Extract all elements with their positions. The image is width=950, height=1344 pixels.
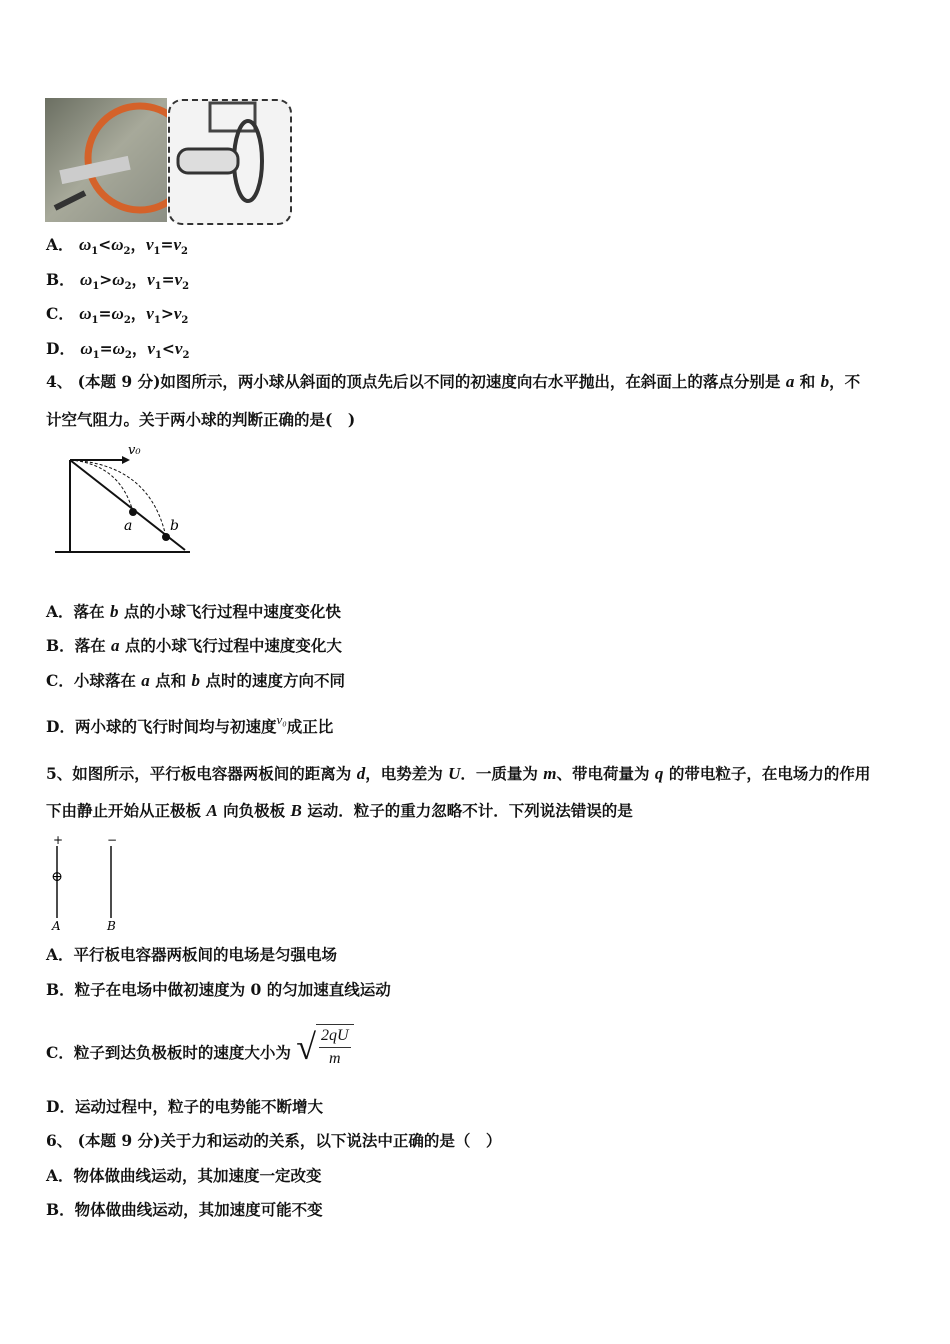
text: 1 [154,281,162,293]
question-4-line-1 [46,372,860,392]
text: v₀ [276,712,287,727]
text: < [98,235,112,254]
q3-option-b[interactable] [46,270,189,297]
text: 2 [123,246,131,258]
text: ω [111,235,124,254]
text: B [290,801,302,820]
q3-option-c[interactable] [46,304,188,331]
text: ， [131,270,148,289]
text: 1 [92,350,100,362]
q4-option-b[interactable] [46,636,342,656]
text: < [161,339,175,358]
text: a [785,372,795,391]
question-4-line-2: 计空气阻力。关于两小球的判断正确的是( ) [46,410,356,429]
text: 向负极板 [217,801,291,820]
q6-option-b[interactable] [46,1200,323,1220]
question-5-line-2 [46,801,633,821]
text: 2 [124,350,132,362]
text: v [173,304,182,323]
positive-charge-icon: ⊕ [51,869,63,885]
text: + [53,833,64,847]
text: A． [46,945,74,964]
text: 运动过程中，粒子的电势能不断增大 [74,1097,323,1116]
point-a-label: a [124,518,133,534]
text: C． [46,304,74,323]
gear-sketch [168,99,292,225]
text: > [160,304,174,323]
sqrt-formula: √ $\frac{2qU}{m}$ [296,1024,353,1070]
bicycle-wheel-drawing [45,98,167,222]
text: 2 [181,315,189,327]
text: = [98,304,112,323]
text: B． [46,270,75,289]
text: 、带电荷量为 [556,764,655,783]
text: 5、如图所示，平行板电容器两板间的距离为 [46,764,357,783]
text: C． [46,671,74,690]
text: 下由静止开始从正极板 [46,801,207,820]
q4-option-a[interactable] [46,602,341,622]
text: A． [46,235,74,254]
question-6-stem: 6、 (本题 9 分)关于力和运动的关系，以下说法中正确的是（ ） [46,1131,502,1150]
text: d [356,764,366,783]
q6-option-a[interactable] [46,1166,322,1186]
text: 2 [182,281,190,293]
text: A． [46,1166,74,1185]
text: ω [112,339,125,358]
text: 平行板电容器两板间的电场是匀强电场 [73,945,338,964]
text: ， [130,304,147,323]
text: v [145,235,154,254]
text: b [109,602,119,621]
text: 2 [123,315,131,327]
text: 4、 (本题 9 分)如图所示，两小球从斜面的顶点先后以不同的初速度向右水平抛出，在斜面上的落点分别是 [46,372,786,391]
text: = [160,235,174,254]
text: D． [46,717,75,736]
text: v [173,235,182,254]
q5-option-b[interactable] [46,980,391,1000]
text: 2 [182,350,190,362]
text: ， [130,235,146,254]
text: 点和 [149,671,192,690]
text: v [174,270,183,289]
text: b [191,671,201,690]
q4-option-c[interactable] [46,671,345,691]
text: v [147,270,155,289]
text: ， [131,339,148,358]
text: > [99,270,113,289]
text: 落在 [73,602,110,621]
text: 粒子在电场中做初速度为 0 的匀加速直线运动 [74,980,391,999]
text: B． [46,980,75,999]
text: D． [46,339,75,358]
text: ω [80,270,93,289]
text: v [174,339,183,358]
text: ω [78,235,92,254]
text: A [52,919,61,933]
text: 1 [92,281,100,293]
text: b [820,372,830,391]
text: B [107,919,116,933]
text: v [146,304,154,323]
text: 2qU [319,1025,351,1048]
text: a [141,671,150,690]
text: ω [80,339,93,358]
text: m [543,764,557,783]
text: B． [46,1200,75,1219]
text: A [206,801,218,820]
text: 运动．粒子的重力忽略不计．下列说法错误的是 [301,801,633,820]
q5-option-d[interactable] [46,1097,323,1117]
text: A． [46,602,74,621]
text: 2 [181,246,189,258]
text: 两小球的飞行时间均与初速度 [74,717,277,736]
question-5-line-1 [46,764,870,784]
text: 小球落在 [73,671,142,690]
text: 1 [153,246,161,258]
text: ω [79,304,92,323]
text: ，不 [829,372,861,391]
text: D． [46,1097,75,1116]
text: q [654,764,664,783]
text: 1 [154,350,162,362]
text: C． [46,1043,74,1062]
q5-option-a[interactable] [46,945,337,965]
text: ω [111,304,124,323]
q4-option-d[interactable] [46,712,334,738]
text: 点时的速度方向不同 [200,671,345,690]
text: ，电势差为 [365,764,449,783]
text: a [111,636,120,655]
text: ω [112,270,125,289]
text: U [448,764,461,783]
v0-label: v₀ [128,443,141,458]
text: v [147,339,155,358]
text: = [99,339,113,358]
text: 粒子到达负极板时的速度大小为 [73,1043,291,1062]
text: 1 [91,246,99,258]
text: 1 [91,315,99,327]
text: 点的小球飞行过程中速度变化大 [119,636,342,655]
text: m [329,1050,341,1067]
bicycle-photo [45,98,167,222]
text: 和 [794,372,821,391]
q3-option-a[interactable] [46,235,188,262]
text: = [161,270,175,289]
q3-option-d[interactable] [46,339,189,366]
point-b-label: b [170,518,179,534]
text: 2 [124,281,132,293]
capacitor-figure [45,832,125,934]
text: B． [46,636,75,655]
q5-option-c[interactable] [46,1027,354,1070]
text: 的带电粒子，在电场力的作用 [663,764,871,783]
text: 成正比 [286,717,334,736]
text: − [107,833,118,847]
projectile-incline-figure [50,442,195,564]
text: 点的小球飞行过程中速度变化快 [118,602,341,621]
text: 物体做曲线运动，其加速度可能不变 [74,1200,323,1219]
text: 物体做曲线运动，其加速度一定改变 [73,1166,322,1185]
text: ．一质量为 [460,764,544,783]
text: 1 [153,315,161,327]
text: 落在 [74,636,112,655]
